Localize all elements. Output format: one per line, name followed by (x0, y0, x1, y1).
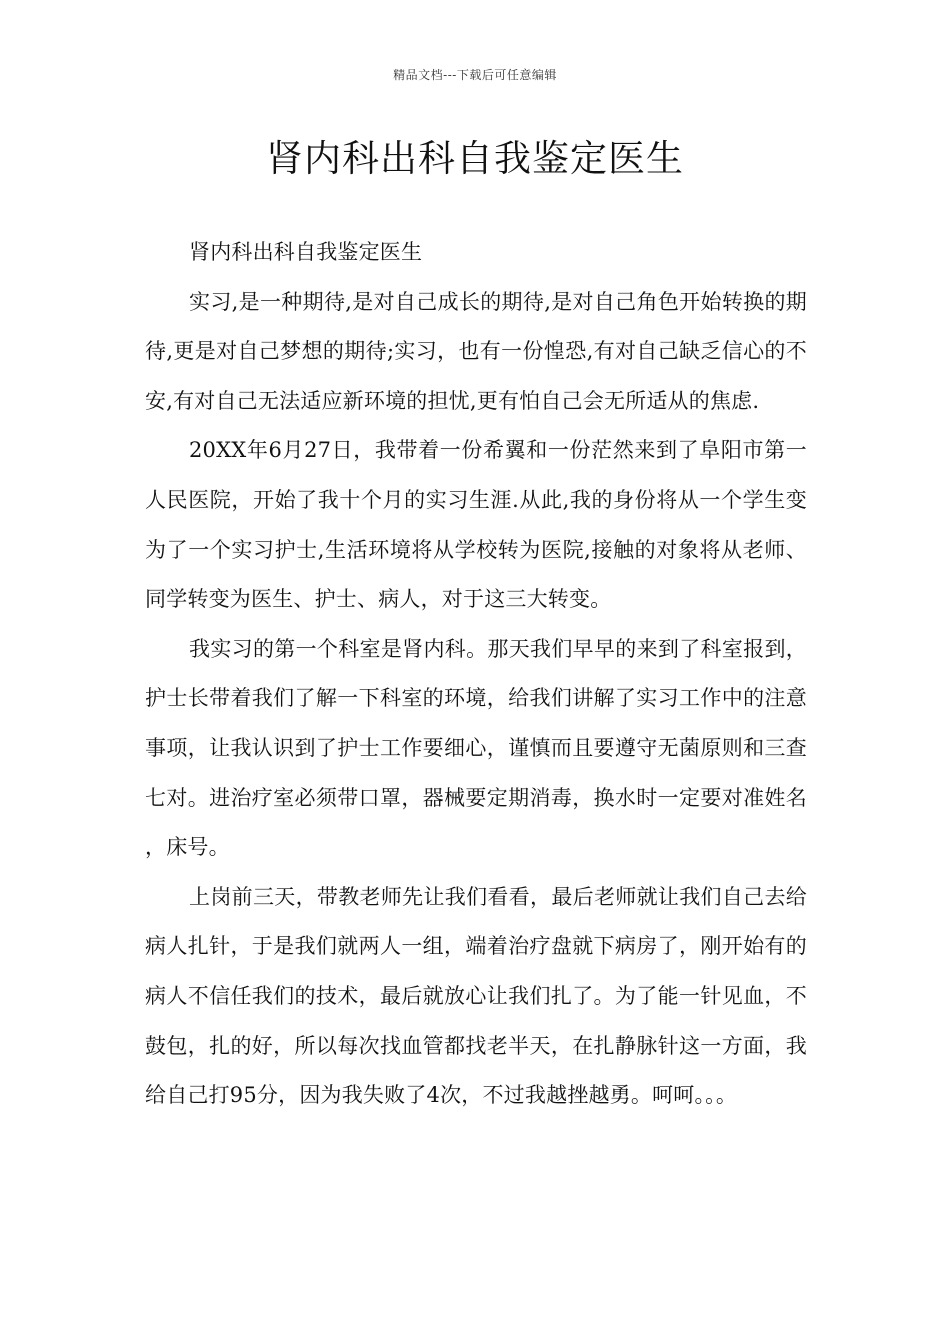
paragraph-injection-practice: 上岗前三天，带教老师先让我们看看，最后老师就让我们自己去给病人扎针，于是我们就两人一组，端着治疗盘就下病房了，刚开始有的病人不信任我们的技术，最后就放心让我们扎了。为了能一针见血，不鼓包，扎的好，所以每次找血管都找老半天，在扎静脉针这一方面，我给自己打95分，因为我失败了4次，不过我越挫越勇。呵呵。。。 (145, 884, 807, 1108)
paragraph-arrival: 20XX年6月27日，我带着一份希翼和一份茫然来到了阜阳市第一人民医院，开始了我十个月的实习生涯.从此,我的身份将从一个学生变为了一个实习护士,生活环境将从学校转为医院,接触的对象将从老师、同学转变为医生、护士、病人，对于这三大转变。 (145, 438, 807, 612)
paragraph-first-department: 我实习的第一个科室是肾内科。那天我们早早的来到了科室报到，护士长带着我们了解一下科室的环境，给我们讲解了实习工作中的注意事项，让我认识到了护士工作要细心，谨慎而且要遵守无菌原则和三查七对。进治疗室必须带口罩，器械要定期消毒，换水时一定要对准姓名，床号。 (145, 636, 807, 860)
header-note: 精品文档---下载后可任意编辑 (393, 68, 557, 82)
document-body (145, 228, 807, 1121)
document-title: 肾内科出科自我鉴定医生 (266, 137, 684, 180)
paragraph-subtitle: 肾内科出科自我鉴定医生 (189, 240, 423, 264)
paragraph-intro: 实习,是一种期待,是对自己成长的期待,是对自己角色开始转换的期待,更是对自己梦想的期待;实习，也有一份惶恐,有对自己缺乏信心的不安,有对自己无法适应新环境的担忧,更有怕自己会无所适从的焦虑. (145, 289, 807, 413)
